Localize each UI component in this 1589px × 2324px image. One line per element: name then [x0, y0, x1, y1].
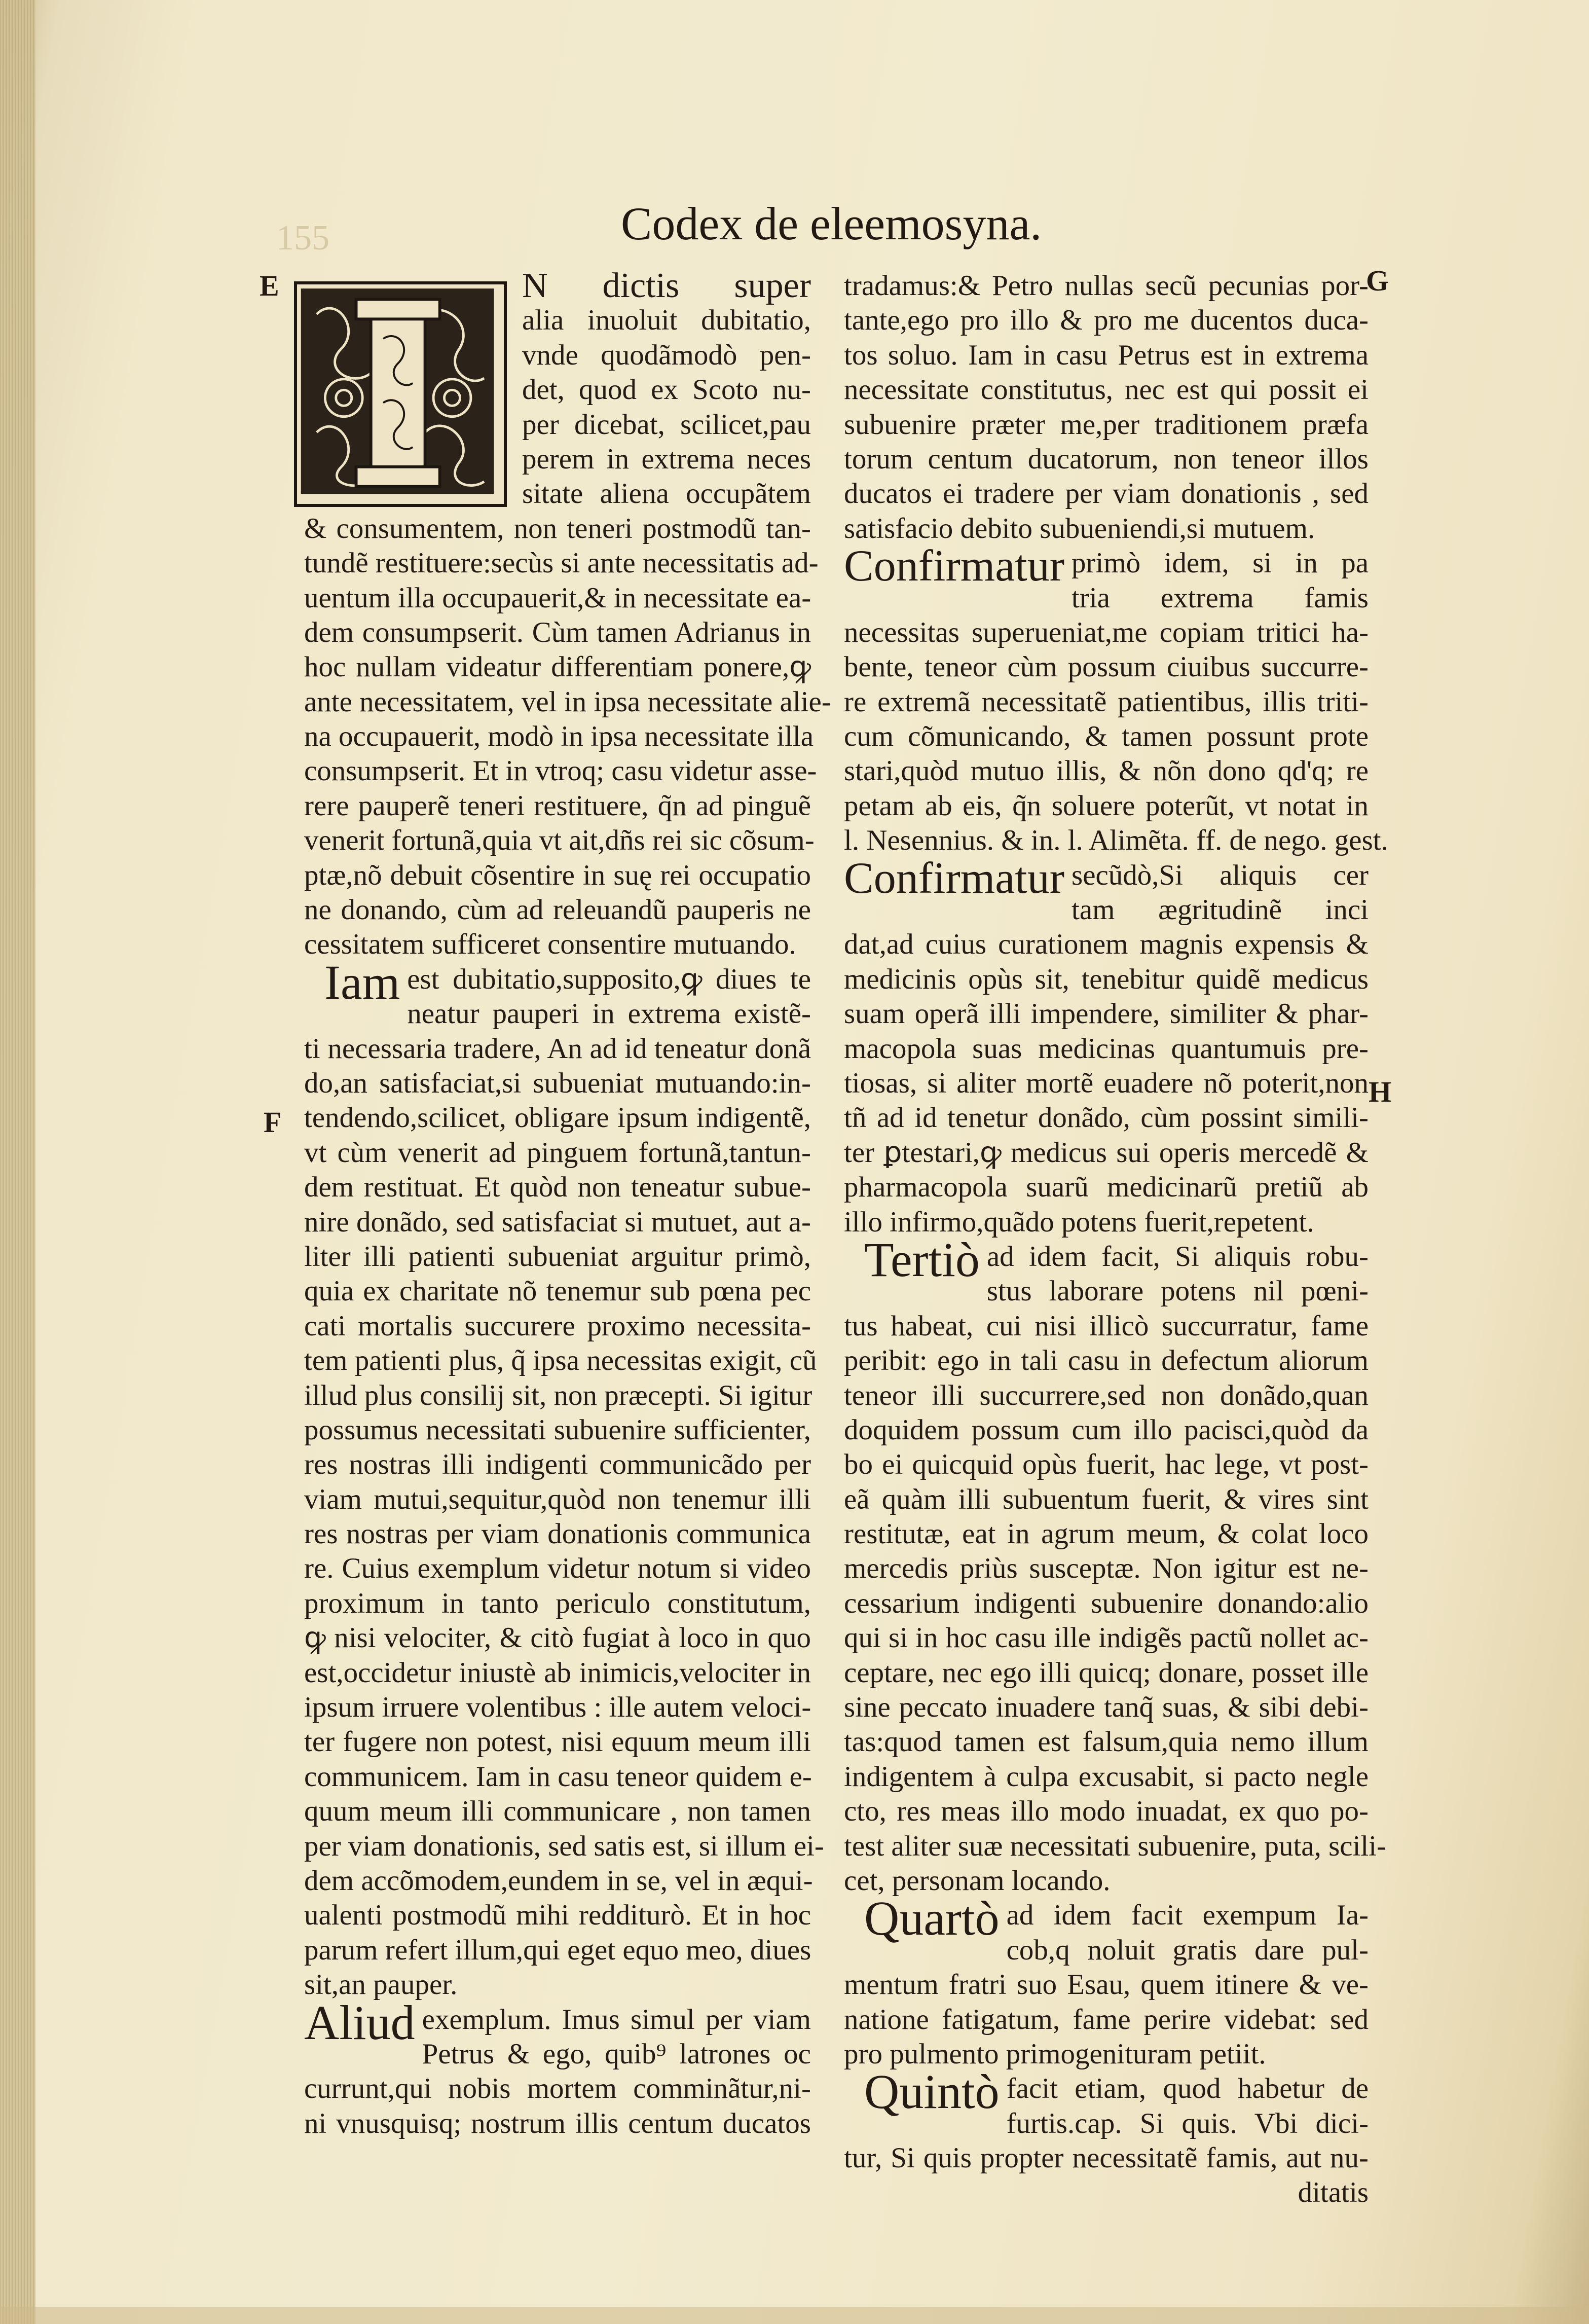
right-column — [844, 269, 1388, 2210]
paragraph-confirmatur-2 — [844, 853, 1369, 1240]
text-line: communicem. Iam in casu teneor quidem e- — [304, 1760, 812, 1793]
text-line: perem in extrema neces — [522, 443, 811, 475]
text-line: l. Nesennius. & in. l. Alimẽta. ff. de nego. gest. — [844, 824, 1388, 857]
text-line: furtis.cap. Si quis. Vbi dici- — [1006, 2107, 1369, 2139]
text-line: restitutæ, eat in agrum meum, & colat loco — [844, 1518, 1369, 1550]
text-line: primò idem, si in pa — [1071, 547, 1369, 579]
text-line: tur, Si quis propter necessitatẽ famis, aut nu- — [844, 2142, 1369, 2174]
text-line: subuenire præter me,per traditionem præfa — [844, 408, 1369, 441]
text-line: cessitatem sufficeret consentire mutuando. — [304, 928, 796, 961]
margin-letter-g: G — [1366, 264, 1389, 297]
text-line: tus habeat, cui nisi illicò succurratur, fame — [844, 1310, 1369, 1342]
text-line: neatur pauperi in extrema existẽ- — [407, 998, 811, 1030]
text-line: cati mortalis succurere proximo necessita- — [304, 1310, 811, 1342]
margin-letter-h: H — [1369, 1075, 1392, 1108]
margin-letter-f: F — [264, 1106, 282, 1139]
ghost-folio-number: 155 — [276, 219, 329, 258]
text-line: nire donãdo, sed satisfaciat si mutuet, aut a- — [304, 1206, 811, 1238]
text-line: possumus necessitati subuenire sufficienter, — [304, 1413, 811, 1446]
text-line: tundẽ restituere:secùs si ante necessitatis ad- — [304, 547, 819, 579]
text-line: sitate aliena occupãtem — [522, 478, 811, 510]
text-line: medicinis opùs sit, tenebitur quidẽ medicus — [844, 963, 1369, 995]
text-line: dat,ad cuius curationem magnis expensis & — [844, 928, 1369, 961]
paragraph-tertio — [844, 1232, 1387, 1898]
text-line: ne donando, cùm ad releuandũ pauperis ne — [304, 894, 811, 926]
text-line: tiosas, si aliter mortẽ euadere nõ poterit,non — [844, 1067, 1369, 1099]
text-line: liter illi patienti subueniat arguitur primò, — [304, 1240, 811, 1273]
text-line: ptæ,nõ debuit cõsentire in suę rei occupatio — [304, 859, 811, 891]
text-line: vt cùm venerit ad pinguem fortunã,tantun- — [304, 1136, 811, 1169]
text-line: tem patienti plus, q̃ ipsa necessitas exigit, cũ — [304, 1345, 817, 1377]
text-line: necessitas superueniat,me copiam tritici ha- — [844, 616, 1369, 648]
text-line: ante necessitatem, vel in ipsa necessitate alie- — [304, 685, 831, 718]
text-line: eã quàm illi subuentum fuerit, & vires sint — [844, 1483, 1369, 1515]
text-line: tria extrema famis — [1071, 582, 1369, 614]
paragraph-iam — [304, 955, 824, 2003]
text-line: exemplum. Imus simul per viam — [422, 2003, 811, 2036]
text-line: ducatos ei tradere per viam donationis , sed — [844, 478, 1369, 510]
text-line: ꝙ nisi velociter, & citò fugiat à loco in quo — [304, 1622, 811, 1654]
text-line: re. Cuius exemplum videtur notum si video — [304, 1552, 811, 1585]
text-line: cet, personam locando. — [844, 1864, 1111, 1897]
text-line: qui si in hoc casu ille indigẽs pactũ nollet ac- — [844, 1622, 1369, 1654]
text-line: vnde quodãmodò pen- — [522, 339, 811, 371]
paragraph-aliud — [304, 1995, 811, 2141]
text-line: ad idem facit exempum Ia- — [1006, 1899, 1369, 1932]
text-line: ceptare, nec ego illi quicq; donare, posset ille — [844, 1656, 1369, 1689]
text-line: peribit: ego in tali casu in defectum aliorum — [844, 1345, 1369, 1377]
page-title: Codex de eleemosyna. — [621, 198, 1042, 249]
text-line: venerit fortunã,quia vt ait,dñs rei sic cõsum- — [304, 824, 815, 857]
paragraph-head-iam: Iam — [324, 955, 400, 1009]
paragraph-head-confirmatur-1: Confirmatur — [844, 541, 1065, 591]
text-line: proximum in tanto periculo constitutum, — [304, 1587, 811, 1619]
text-line: tas:quod tamen est falsum,quia nemo illum — [844, 1726, 1369, 1758]
text-line: test aliter suæ necessitati subuenire, puta, scili- — [844, 1830, 1387, 1862]
text-line: mentum fratri suo Esau, quem itinere & ve- — [844, 1969, 1369, 2001]
text-line: det, quod ex Scoto nu- — [522, 374, 811, 406]
text-line: illo infirmo,quãdo potens fuerit,repetent. — [844, 1206, 1314, 1238]
text-line: satisfacio debito subueniendi,si mutuem. — [844, 512, 1315, 544]
paragraph-head-quarto: Quartò — [864, 1891, 1000, 1946]
text-line: suam operã illi impendere, similiter & phar- — [844, 998, 1369, 1030]
text-line: tradamus:& Petro nullas secũ pecunias por- — [844, 270, 1369, 302]
text-line: viam mutui,sequitur,quòd non tenemur illi — [304, 1483, 811, 1515]
text-line: cessarium indigenti subuenire donando:alio — [844, 1587, 1369, 1619]
text-line: cum cõmunicando, & tamen possunt prote — [844, 720, 1369, 753]
text-line: ter ꝑtestari,ꝙ medicus sui operis mercedẽ & — [844, 1136, 1369, 1169]
text-line: per dicebat, scilicet,pau — [522, 408, 811, 441]
text-line: sit,an pauper. — [304, 1969, 458, 2001]
text-line: ualenti postmodũ mihi redditurò. Et in hoc — [304, 1899, 811, 1932]
text-line: teneor illi succurrere,sed non donãdo,quan — [844, 1379, 1369, 1411]
paragraph-confirmatur-1 — [844, 541, 1388, 858]
text-line: ti necessaria tradere, An ad id teneatur donã — [304, 1032, 811, 1065]
text-line: N dictis super — [522, 266, 811, 305]
text-line: secũdò,Si aliquis cer — [1071, 859, 1369, 891]
text-line: petam ab eis, q̃n soluere poterũt, vt notat in — [844, 789, 1369, 822]
margin-letter-e: E — [260, 269, 279, 302]
text-line: dem restituat. Et quòd non teneatur subue- — [304, 1171, 811, 1204]
text-line: bo ei quicquid opùs fuerit, hac lege, vt post- — [844, 1448, 1369, 1481]
text-line: cob,q noluit gratis dare pul- — [1006, 1934, 1369, 1966]
text-line: est,occidetur iniustè ab inimicis,velociter in — [304, 1656, 811, 1689]
text-line: illud plus consilij sit, non præcepti. Si igitur — [304, 1379, 812, 1411]
paragraph-head-tertio: Tertiò — [864, 1232, 980, 1287]
text-line: rere pauperẽ teneri restituere, q̃n ad pinguẽ — [304, 789, 811, 822]
text-line: tos soluo. Iam in casu Petrus est in extrema — [844, 339, 1369, 371]
text-line: res nostras per viam donationis communica — [304, 1518, 811, 1550]
text-line: ter fugere non potest, nisi equum meum illi — [304, 1726, 811, 1758]
text-line: re extremã necessitatẽ patientibus, illis triti- — [844, 685, 1369, 718]
text-line: doquidem possum cum illo pacisci,quòd da — [844, 1413, 1369, 1446]
text-line: parum refert illum,qui eget equo meo, diues — [304, 1934, 811, 1966]
text-line: macopola suas medicinas quantumuis pre- — [844, 1032, 1369, 1065]
text-line: necessitate constitutus, nec est qui possit ei — [844, 374, 1369, 406]
text-line: currunt,qui nobis mortem comminãtur,ni- — [304, 2073, 811, 2105]
text-line: do,an satisfaciat,si subueniat mutuando:in- — [304, 1067, 811, 1099]
text-line: tam ægritudinẽ inci — [1071, 894, 1369, 926]
text-line: alia inuoluit dubitatio, — [522, 304, 811, 337]
text-line: mercedis priùs susceptæ. Non igitur est ne- — [844, 1552, 1369, 1585]
text-line: quia ex charitate nõ tenemur sub pœna pec — [304, 1275, 811, 1308]
text-line: quum meum illi communicare , non tamen — [304, 1795, 811, 1828]
text-line: res nostras illi indigenti communicãdo per — [304, 1448, 811, 1481]
text-line: ipsum irruere volentibus : ille autem veloci- — [304, 1691, 811, 1724]
text-line: tñ ad id tenetur donãdo, cùm possint simili- — [844, 1102, 1369, 1134]
text-line: pharmacopola suarũ medicinarũ pretiũ ab — [844, 1171, 1369, 1204]
text-line: tante,ego pro illo & pro me ducentos duca- — [844, 304, 1369, 337]
text-line: consumpserit. Et in vtroq; casu videtur asse- — [304, 755, 817, 787]
paragraph-head-quinto: Quintò — [864, 2064, 1000, 2119]
paragraph-quinto — [844, 2064, 1369, 2210]
text-line: hoc nullam videatur differentiam ponere,ꝙ — [304, 651, 811, 683]
text-line: ad idem facit, Si aliquis robu- — [986, 1240, 1369, 1273]
left-column — [304, 266, 831, 2141]
text-line: sine peccato inuadere tanq̃ suas, & sibi debi- — [844, 1691, 1369, 1724]
text-line: per viam donationis, sed satis est, si illum ei- — [304, 1830, 824, 1862]
paragraph-quarto — [844, 1891, 1369, 2072]
text-line: tendendo,scilicet, obligare ipsum indigentẽ, — [304, 1102, 811, 1134]
paragraph-head-confirmatur-2: Confirmatur — [844, 853, 1065, 903]
page-edge-left — [0, 0, 35, 2324]
text-line: pro pulmento primogenituram petiit. — [844, 2038, 1266, 2070]
text-line: stus laborare potens nil pœni- — [986, 1275, 1369, 1308]
text-line: indigentem à culpa excusabit, si pacto negle — [844, 1760, 1369, 1793]
text-line: dem accõmodem,eundem in se, vel in æqui- — [304, 1864, 813, 1897]
text-line: dem consumpserit. Cùm tamen Adrianus in — [304, 616, 811, 648]
text-line: uentum illa occupauerit,& in necessitate ea- — [304, 582, 811, 614]
text-line: Petrus & ego, quib⁹ latrones oc — [422, 2038, 811, 2070]
page-edge-bottom — [0, 2307, 1589, 2324]
text-line: bente, teneor cùm possum ciuibus succurre- — [844, 651, 1369, 683]
text-line: na occupauerit, modò in ipsa necessitate illa — [304, 720, 814, 753]
catchword: ditatis — [1298, 2176, 1369, 2209]
paragraph-head-aliud: Aliud — [304, 1995, 415, 2050]
text-line: facit etiam, quod habetur de — [1006, 2073, 1369, 2105]
text-line: est dubitatio,supposito,ꝙ diues te — [407, 963, 811, 995]
text-line: cto, res meas illo modo inuadat, ex quo po- — [844, 1795, 1369, 1828]
text-line: & consumentem, non teneri postmodũ tan- — [304, 512, 811, 544]
text-line: ni vnusquisq; nostrum illis centum ducatos — [304, 2107, 811, 2139]
text-line: stari,quòd mutuo illis, & nõn dono qd'q; re — [844, 755, 1369, 787]
text-line: torum centum ducatorum, non teneor illos — [844, 443, 1369, 475]
text-line: natione fatigatum, fame perire videbat: sed — [844, 2003, 1369, 2036]
